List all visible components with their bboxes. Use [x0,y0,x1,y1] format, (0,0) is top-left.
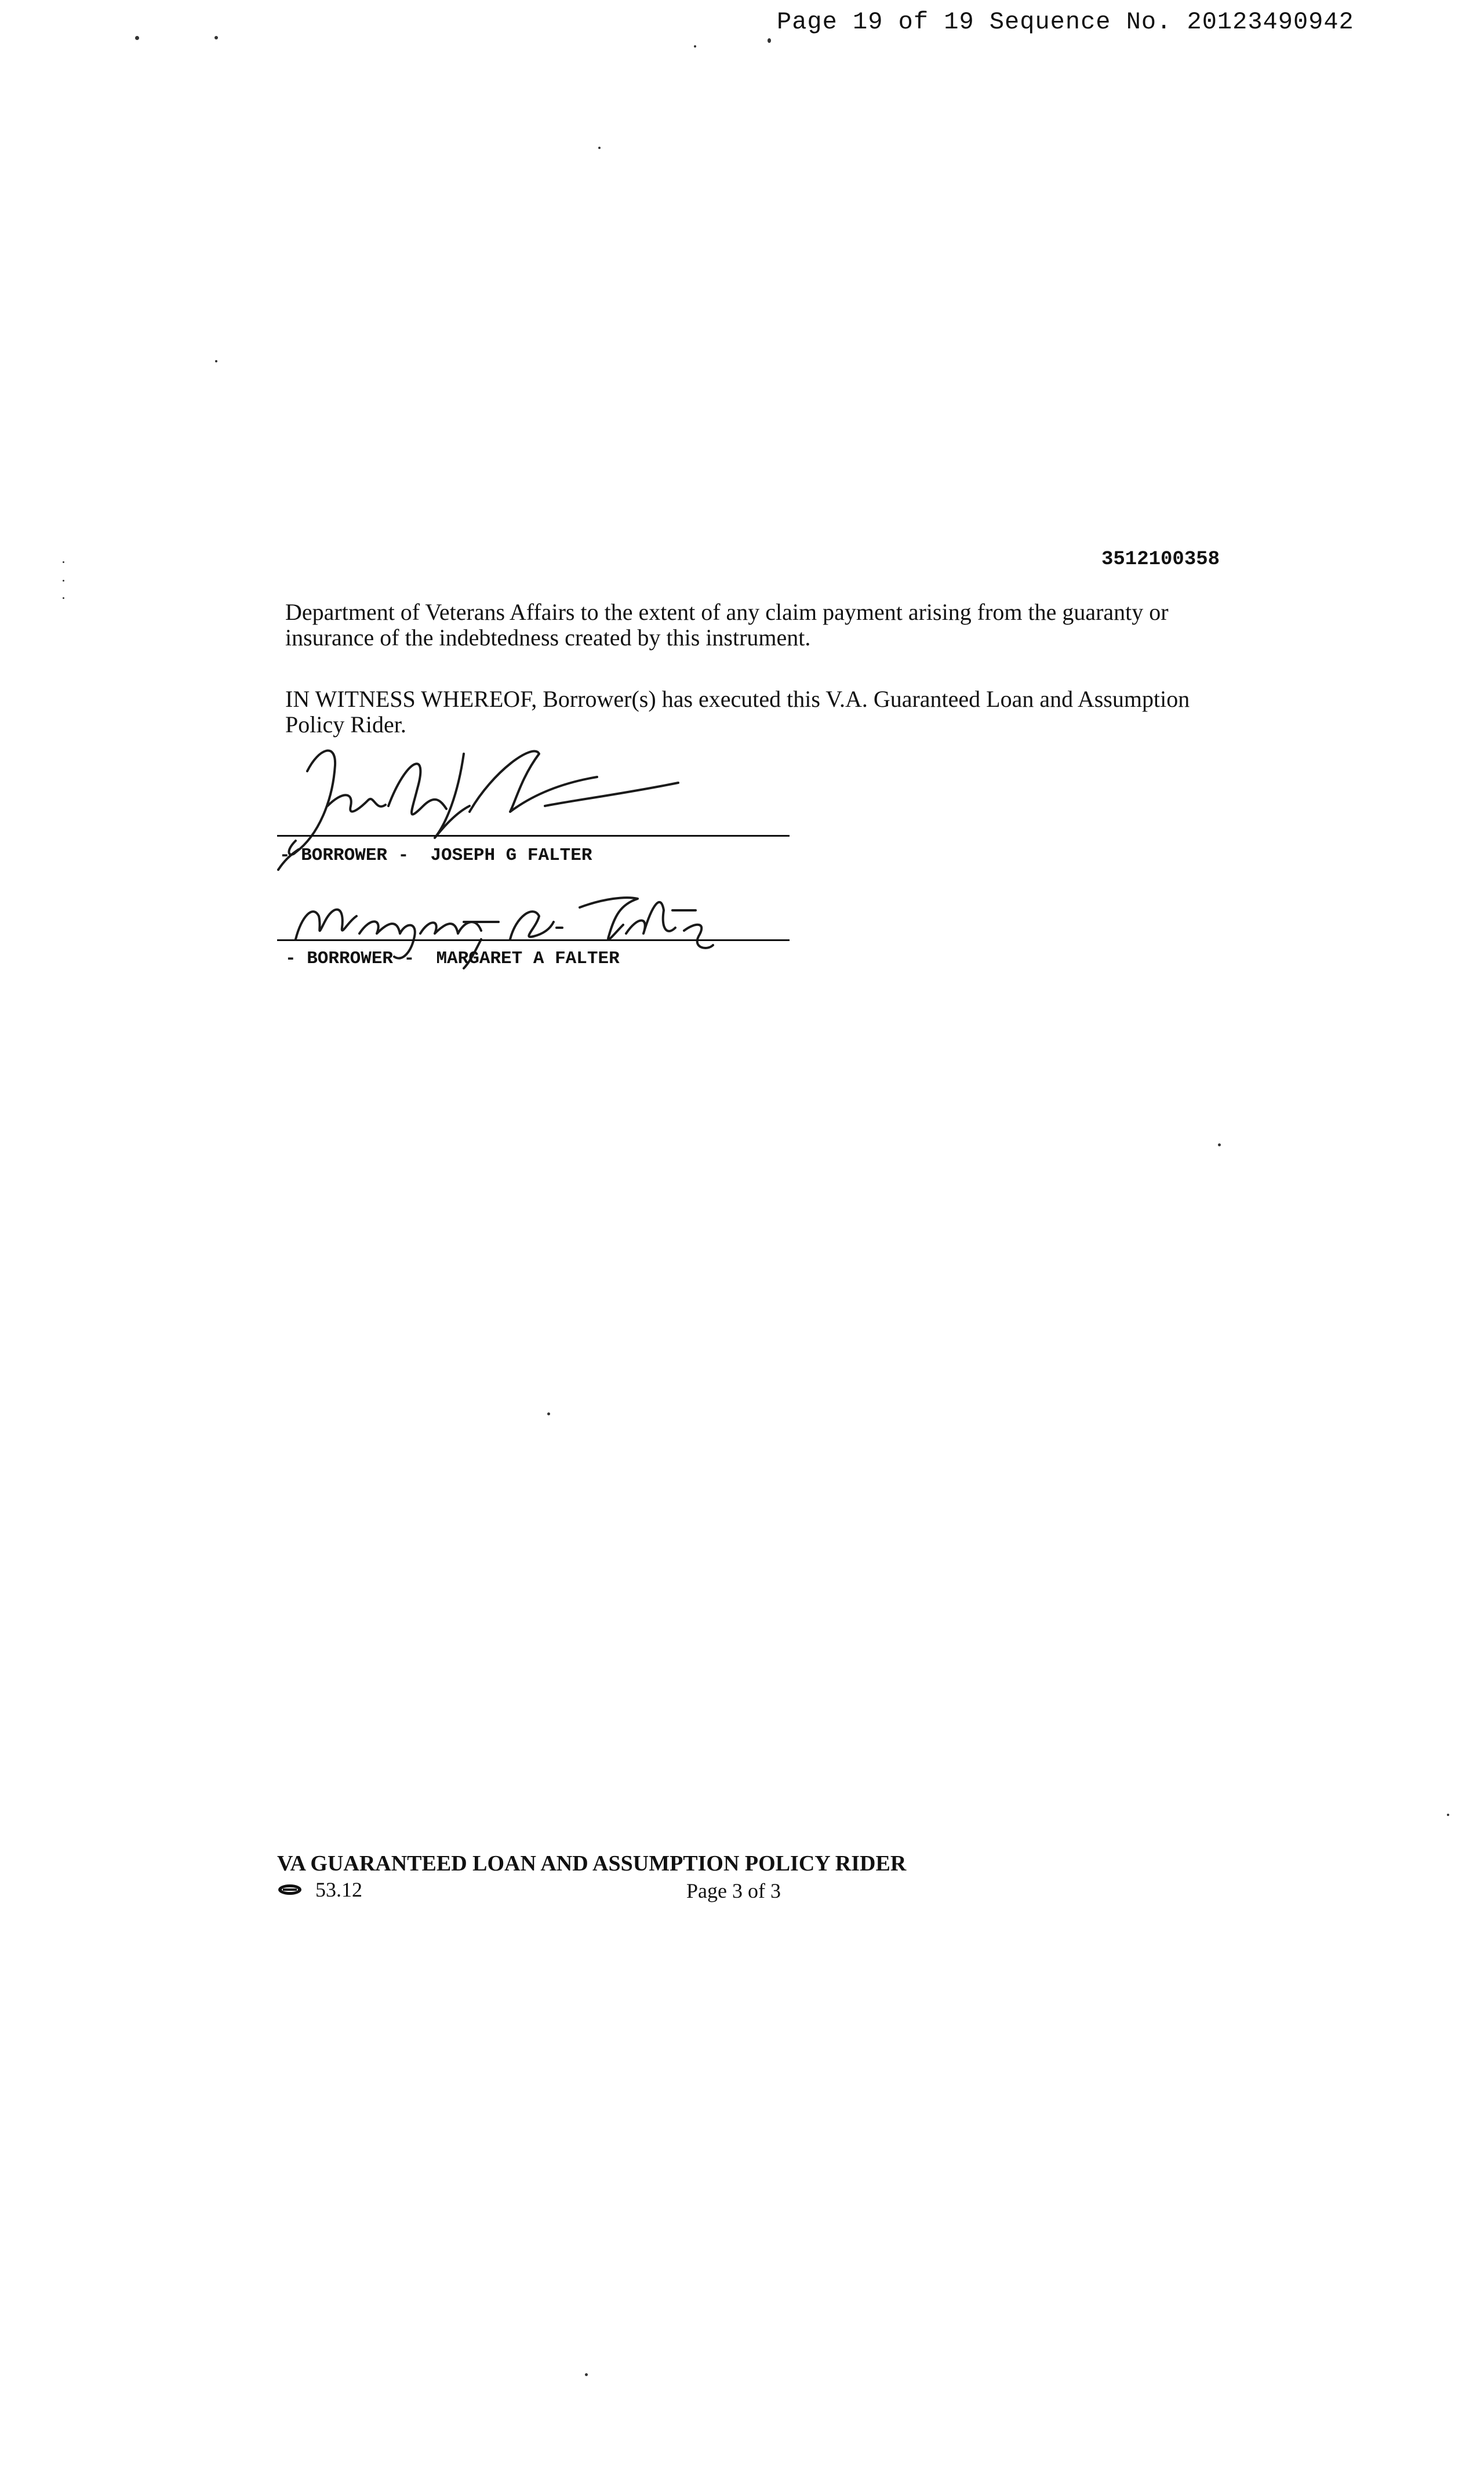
rider-paragraph-1: Department of Veterans Affairs to the extent of any claim payment arising from the guaranty or insurance of the indebtedness created by this instrument. [285,599,1169,651]
signature-line-2 [277,939,790,941]
scan-speck [63,580,64,582]
scan-speck [1447,1814,1449,1816]
scan-speck [63,561,64,563]
loan-number: 3512100358 [1101,549,1220,571]
scan-speck [215,360,217,362]
scan-speck [768,38,771,43]
scan-speck [1218,1143,1221,1146]
page-number: Page 3 of 3 [686,1879,781,1902]
form-number-line [277,1877,362,1902]
form-number: 53.12 [315,1878,362,1901]
scan-speck [598,147,601,149]
scan-speck [547,1412,550,1415]
scan-speck [135,36,139,40]
witness-paragraph: IN WITNESS WHEREOF, Borrower(s) has executed this V.A. Guaranteed Loan and Assumption Policy Rider. [285,686,1190,738]
scan-speck [214,36,218,39]
scan-speck [585,2373,588,2376]
signature-line-1 [277,835,790,837]
scan-speck [694,45,696,48]
borrower-1-signature [272,736,713,864]
page-sequence-stamp: Page 19 of 19 Sequence No. 20123490942 [777,8,1354,36]
vmp-logo-icon [277,1883,303,1896]
borrower-2-label: - BORROWER - MARGARET A FALTER [285,949,620,969]
borrower-1-label: - BORROWER - JOSEPH G FALTER [279,845,592,866]
scan-speck [63,597,64,599]
form-title: VA GUARANTEED LOAN AND ASSUMPTION POLICY RIDER [277,1851,907,1876]
